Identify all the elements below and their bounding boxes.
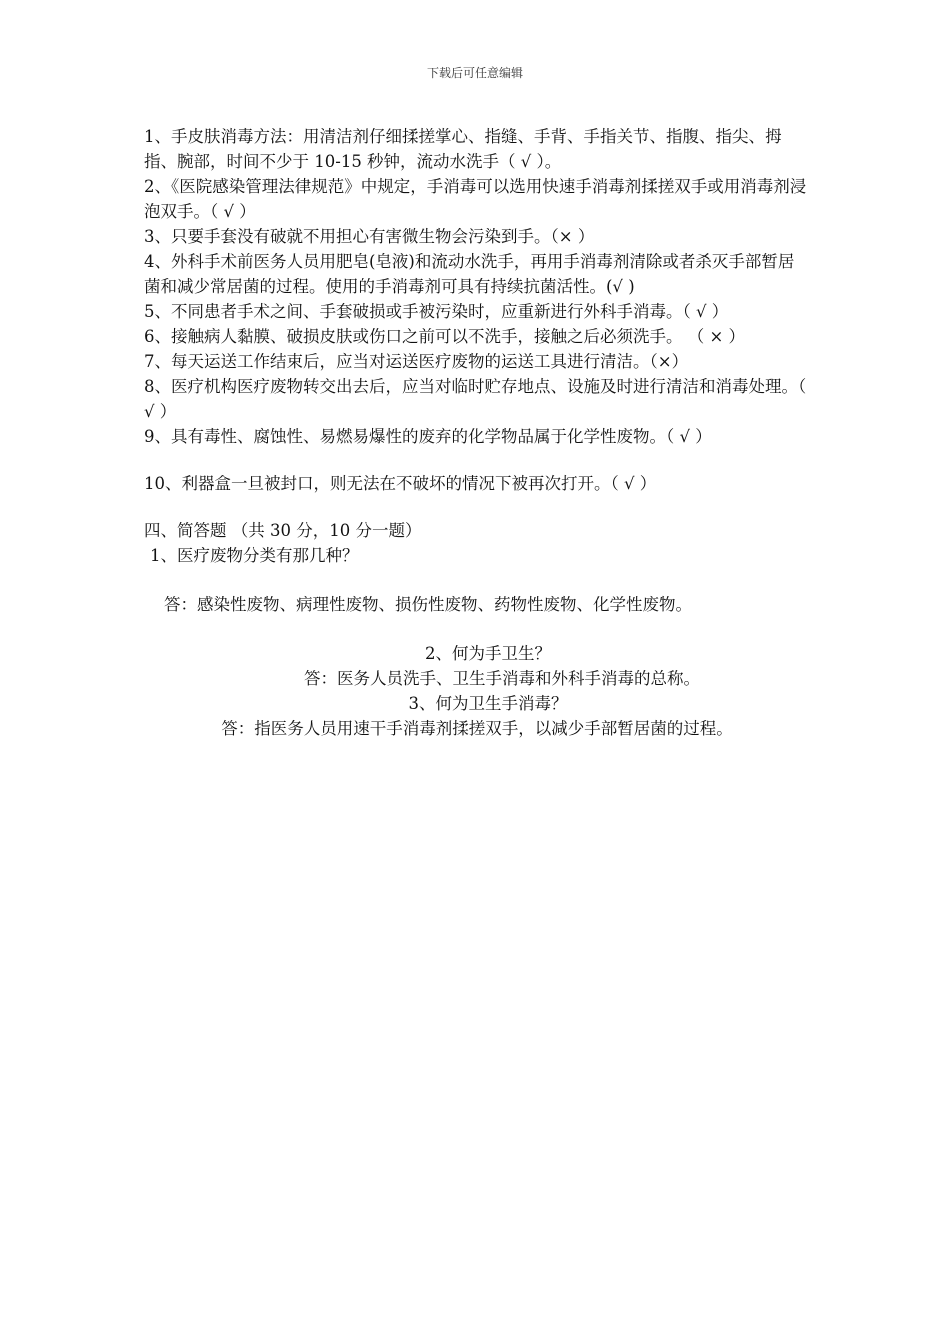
tf-item-9: 9、具有毒性、腐蚀性、易燃易爆性的废弃的化学物品属于化学性废物。（ √ ）: [144, 427, 712, 446]
tf-item-3: 3、只要手套没有破就不用担心有害微生物会污染到手。（× ）: [144, 227, 595, 246]
document-body: [144, 124, 810, 741]
section-title: 四、简答题 （共 30 分，10 分一题）: [144, 521, 422, 540]
tf-item-4: 4、外科手术前医务人员用肥皂(皂液)和流动水洗手，再用手消毒剂清除或者杀灭手部暂居菌和减少常居菌的过程。使用的手消毒剂可具有持续抗菌活性。(√ ): [144, 252, 795, 296]
answer-3: 答：指医务人员用速干手消毒剂揉搓双手，以减少手部暂居菌的过程。: [221, 719, 733, 738]
question-3: 3、何为卫生手消毒？: [408, 694, 568, 713]
tf-item-7: 7、每天运送工作结束后，应当对运送医疗废物的运送工具进行清洁。（×）: [144, 352, 689, 371]
tf-item-1: 1、手皮肤消毒方法：用清洁剂仔细揉搓掌心、指缝、手背、手指关节、指腹、指尖、拇指、腕部，时间不少于 10-15 秒钟，流动水洗手（ √ ）。: [144, 127, 782, 171]
question-2: 2、何为手卫生？: [425, 644, 551, 663]
question-1: 1、医疗废物分类有那几种？: [150, 546, 359, 565]
tf-item-6: 6、接触病人黏膜、破损皮肤或伤口之前可以不洗手，接触之后必须洗手。 （ × ）: [144, 327, 746, 346]
answer-1: 答：感染性废物、病理性废物、损伤性废物、药物性废物、化学性废物。: [164, 595, 692, 614]
tf-item-5: 5、不同患者手术之间、手套破损或手被污染时，应重新进行外科手消毒。（ √ ）: [144, 302, 729, 321]
tf-item-8: 8、医疗机构医疗废物转交出去后，应当对临时贮存地点、设施及时进行清洁和消毒处理。（ √ ）: [144, 377, 807, 421]
page-header: 下载后可任意编辑: [426, 66, 523, 80]
tf-item-10: 10、利器盒一旦被封口，则无法在不破坏的情况下被再次打开。（ √ ）: [144, 474, 657, 493]
tf-item-2: 2、《医院感染管理法律规范》中规定，手消毒可以选用快速手消毒剂揉搓双手或用消毒剂浸泡双手。（ √ ）: [144, 177, 807, 221]
answer-2: 答：医务人员洗手、卫生手消毒和外科手消毒的总称。: [304, 669, 700, 688]
